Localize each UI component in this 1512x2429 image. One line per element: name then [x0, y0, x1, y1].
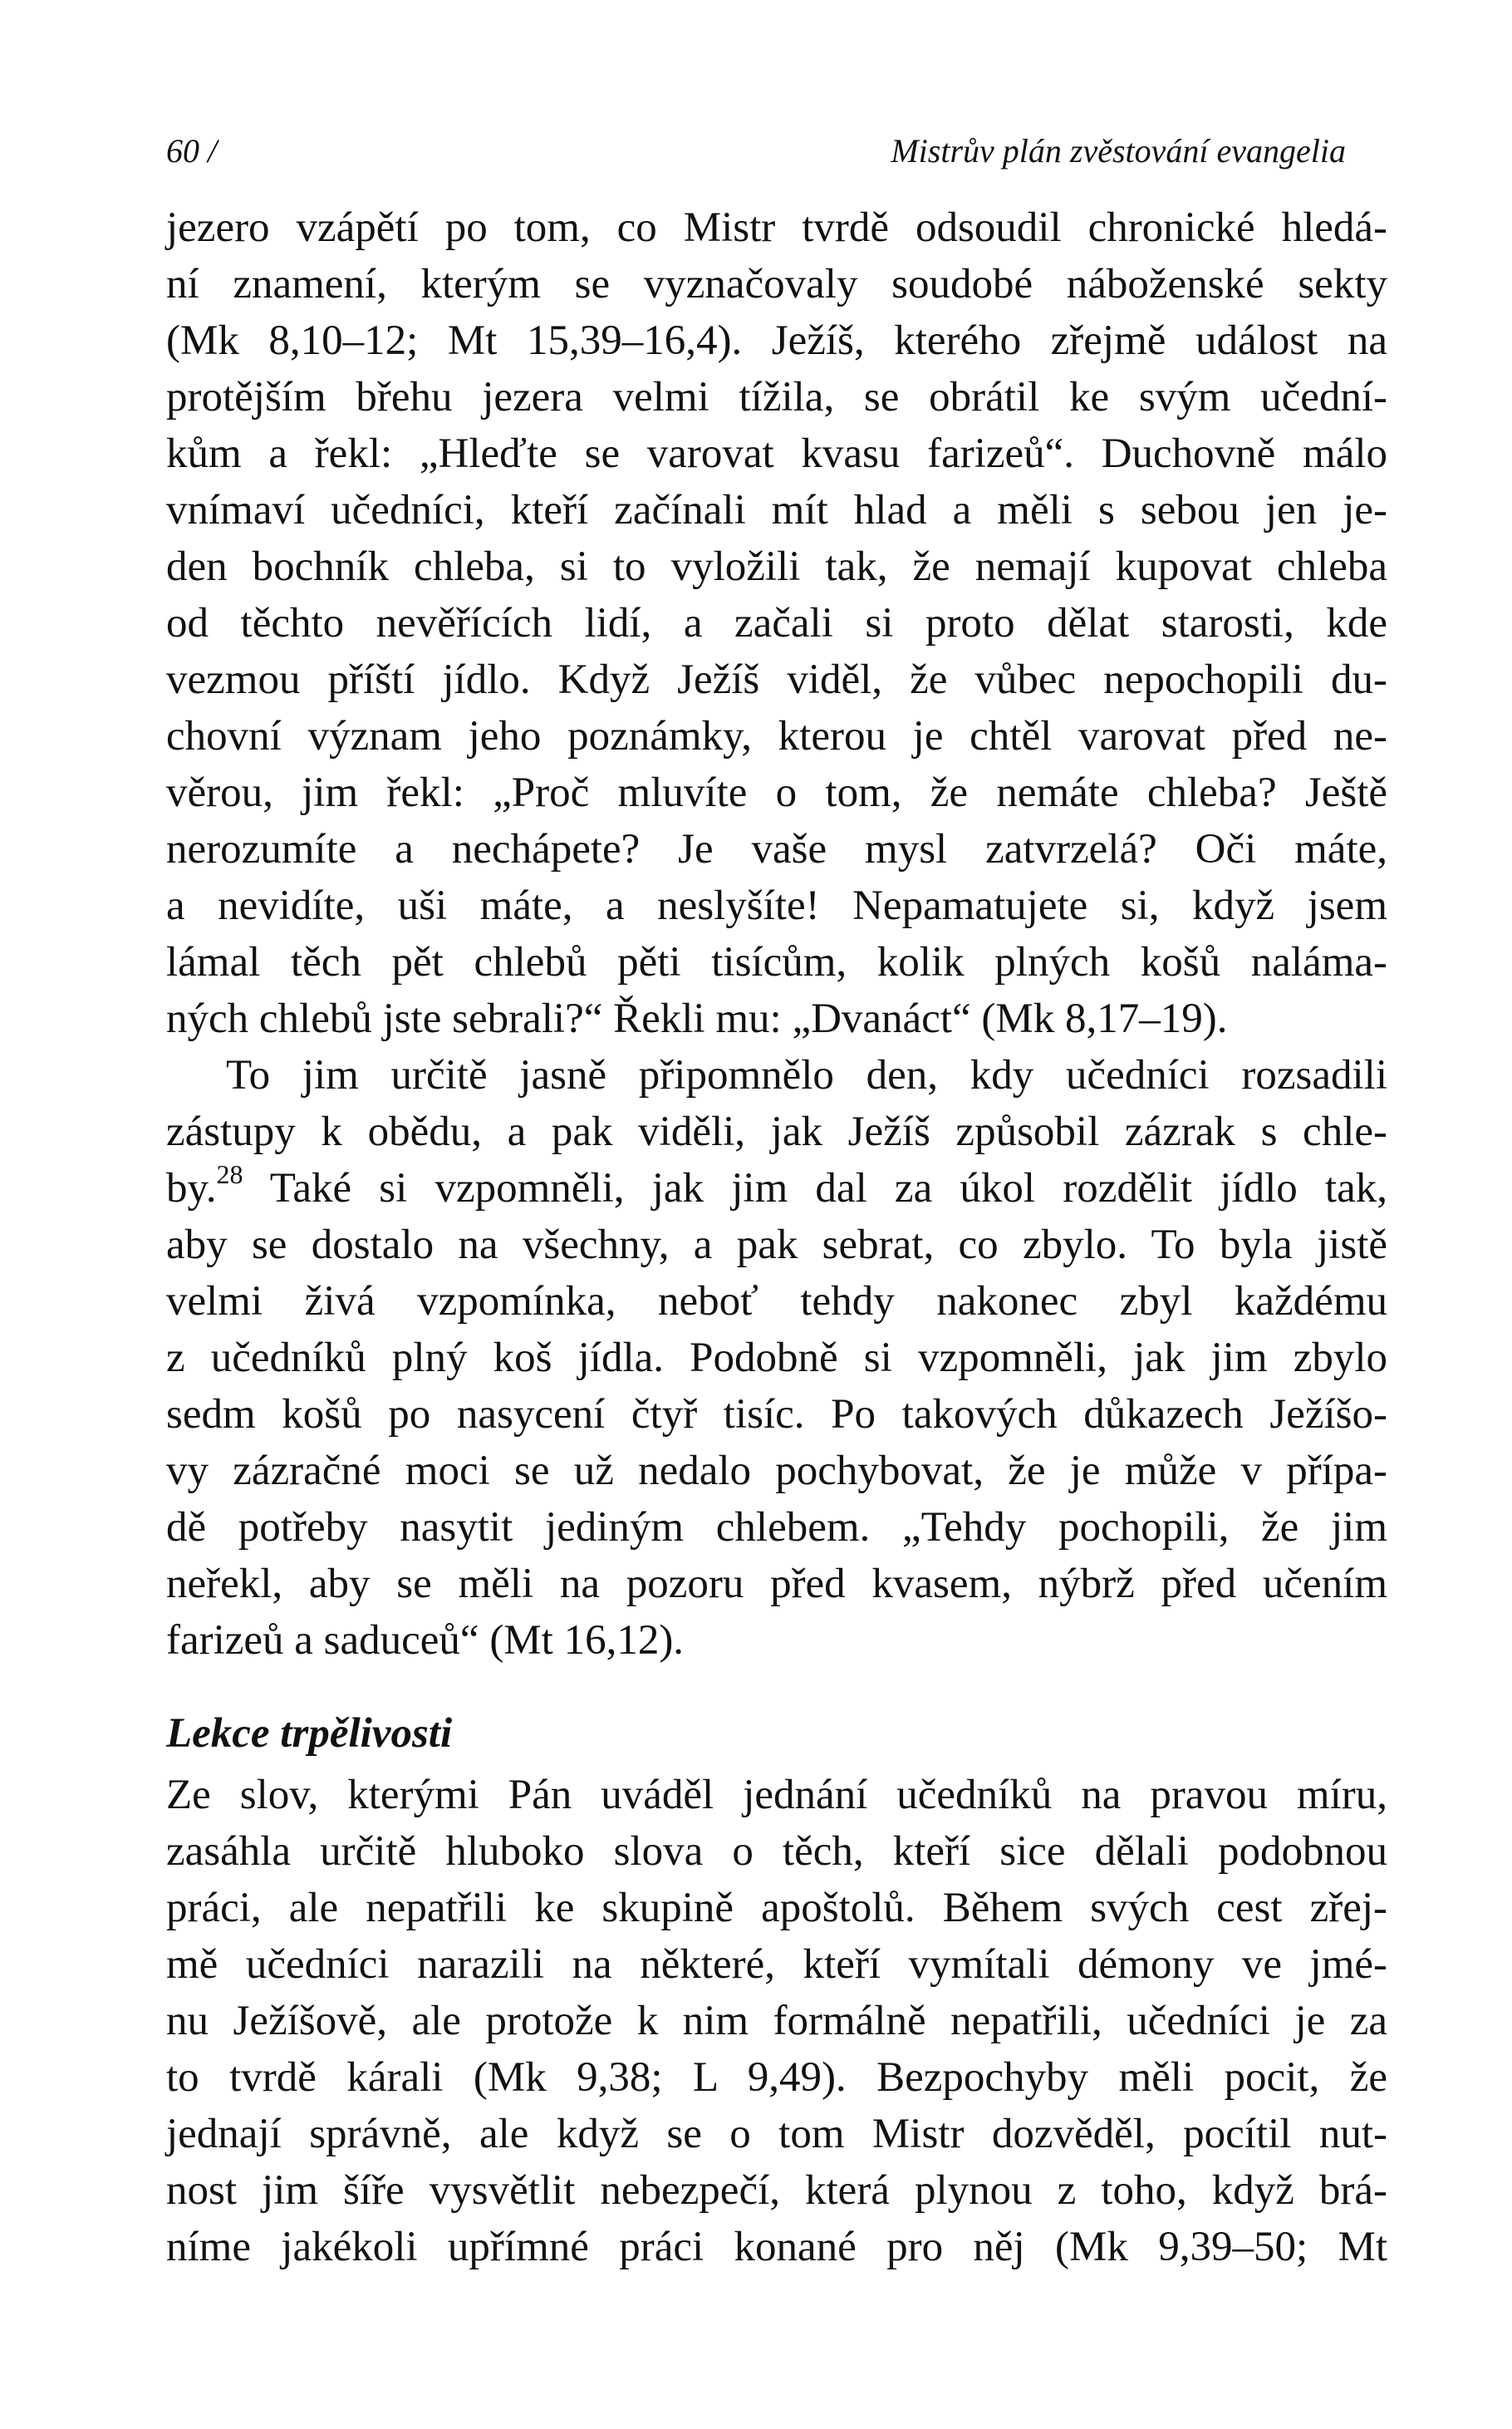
text-line: den bochník chleba, si to vyložili tak, že nemají kupovat chleba — [166, 543, 1387, 590]
text-line: vy zázračné moci se už nedalo pochybovat, že je může v přípa- — [166, 1448, 1387, 1494]
text-line: mě učedníci narazili na některé, kteří vymítali démony ve jmé- — [166, 1941, 1387, 1988]
page-number: 60 / — [166, 132, 218, 170]
text-fragment: Také si vzpomněli, jak jim dal za úkol rozdělit jídlo tak, — [243, 1165, 1387, 1212]
text-line: z učedníků plný koš jídla. Podobně si vzpomněli, jak jim zbylo — [166, 1335, 1387, 1381]
text-line: kům a řekl: „Hleďte se varovat kvasu farizeů“. Duchovně málo — [166, 430, 1387, 477]
page-header — [166, 131, 1346, 181]
text-line: od těchto nevěřících lidí, a začali si proto dělat starosti, kde — [166, 600, 1387, 647]
text-line: nu Ježíšově, ale protože k nim formálně nepatřili, učedníci je za — [166, 1998, 1387, 2044]
text-line: farizeů a saduceů“ (Mt 16,12). — [166, 1617, 685, 1664]
text-line: velmi živá vzpomínka, neboť tehdy nakonec zbyl každému — [166, 1278, 1387, 1325]
paragraph-1 — [166, 199, 1387, 1047]
text-line: protějším břehu jezera velmi tížila, se obrátil ke svým učední- — [166, 374, 1387, 420]
text-line: sedm košů po nasycení čtyř tisíc. Po takových důkazech Ježíšo- — [166, 1391, 1387, 1438]
text-line: To jim určitě jasně připomnělo den, kdy učedníci rozsadili — [226, 1052, 1387, 1099]
text-line: vnímaví učedníci, kteří začínali mít hlad a měli s sebou jen je- — [166, 487, 1387, 533]
text-fragment: by. — [166, 1165, 217, 1212]
section-heading: Lekce trpělivosti — [166, 1710, 453, 1757]
text-line: neřekl, aby se měli na pozoru před kvasem, nýbrž před učením — [166, 1561, 1387, 1607]
text-line: to tvrdě kárali (Mk 9,38; L 9,49). Bezpochyby měli pocit, že — [166, 2054, 1387, 2101]
paragraph-2 — [166, 1047, 1387, 1669]
text-line: ných chlebů jste sebrali?“ Řekli mu: „Dvanáct“ (Mk 8,17–19). — [166, 996, 1228, 1042]
text-line — [166, 1160, 1387, 1217]
text-line: zástupy k obědu, a pak viděli, jak Ježíš způsobil zázrak s chle- — [166, 1109, 1387, 1155]
text-line: práci, ale nepatřili ke skupině apoštolů. Během svých cest zřej- — [166, 1885, 1387, 1931]
text-line: nost jim šíře vysvětlit nebezpečí, která plynou z toho, když brá- — [166, 2167, 1387, 2214]
text-line: níme jakékoli upřímné práci konané pro něj (Mk 9,39–50; Mt — [166, 2224, 1387, 2270]
text-line: chovní význam jeho poznámky, kterou je chtěl varovat před ne- — [166, 713, 1387, 760]
text-line: lámal těch pět chlebů pěti tisícům, kolik plných košů nalámа- — [166, 939, 1387, 986]
text-line: věrou, jim řekl: „Proč mluvíte o tom, že nemáte chleba? Ještě — [166, 770, 1387, 816]
body-text — [166, 199, 1387, 2275]
text-line: dě potřeby nasytit jediným chlebem. „Tehdy pochopili, že jim — [166, 1504, 1387, 1551]
text-line: jednají správně, ale když se o tom Mistr dozvěděl, pocítil nut- — [166, 2111, 1387, 2157]
text-line: jezero vzápětí po tom, co Mistr tvrdě odsoudil chronické hledá- — [166, 204, 1387, 251]
text-line: (Mk 8,10–12; Mt 15,39–16,4). Ježíš, kterého zřejmě událost na — [166, 317, 1387, 364]
text-line: vezmou příští jídlo. Když Ježíš viděl, že vůbec nepochopili du- — [166, 656, 1387, 703]
text-line: a nevidíte, uši máte, a neslyšíte! Nepamatujete si, když jsem — [166, 883, 1387, 929]
running-title: Mistrův plán zvěstování evangelia — [891, 132, 1346, 170]
text-line: aby se dostalo na všechny, a pak sebrat, co zbylo. To byla jistě — [166, 1222, 1387, 1268]
text-line: ní znamení, kterým se vyznačovaly soudobé náboženské sekty — [166, 261, 1387, 307]
text-line: Ze slov, kterými Pán uváděl jednání učedníků na pravou míru, — [166, 1772, 1387, 1818]
text-line: nerozumíte a nechápete? Je vaše mysl zatvrzelá? Oči máte, — [166, 826, 1387, 873]
text-line: zasáhla určitě hluboko slova o těch, kteří sice dělali podobnou — [166, 1828, 1387, 1875]
footnote-marker: 28 — [216, 1159, 243, 1189]
paragraph-3 — [166, 1767, 1387, 2275]
